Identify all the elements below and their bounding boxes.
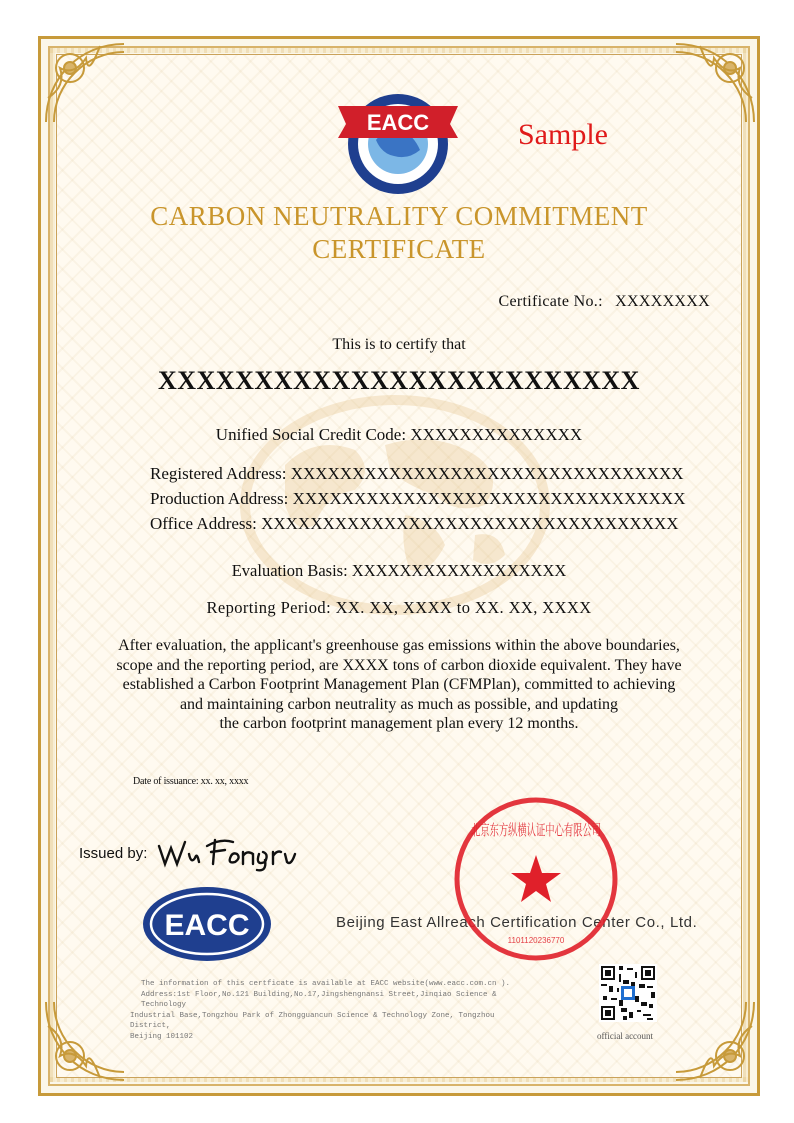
- issued-by-label: Issued by:: [79, 845, 148, 862]
- evaluation-basis: Evaluation Basis: XXXXXXXXXXXXXXXXXX: [231, 561, 567, 580]
- bottom-logo-text: EACC: [164, 909, 250, 942]
- registered-address: Registered Address: XXXXXXXXXXXXXXXXXXXXXXXXXXXXXXXX: [150, 464, 684, 483]
- footer-line-1: The information of this certficate is available at EACC website(www.eacc.com.cn ).: [141, 980, 511, 988]
- title-line-1: CARBON NEUTRALITY COMMITMENT: [150, 201, 648, 231]
- company-name: Beijing East Allreach Certification Center Co., Ltd.: [336, 914, 698, 931]
- corner-ornament-bottom-left: [40, 996, 130, 1086]
- title-line-2: CERTIFICATE: [312, 234, 486, 264]
- statement-paragraph: [56, 636, 742, 734]
- handwritten-signature: [155, 832, 300, 872]
- holder-name: XXXXXXXXXXXXXXXXXXXXXXXXX: [158, 366, 640, 395]
- seal-text: 北京东方纵横认证中心有限公司: [471, 821, 601, 839]
- top-logo-text: EACC: [366, 110, 430, 135]
- seal-number: 1101120236770: [507, 936, 565, 945]
- footer-line-3: Industrial Base,Tongzhou Park of Zhongguancun Science & Technology Zone, Tongzhou District,: [130, 1011, 495, 1030]
- frame-band-left: [50, 48, 55, 1082]
- certify-text: This is to certify that: [332, 336, 466, 353]
- frame-band-top: [50, 48, 748, 53]
- corner-ornament-top-left: [40, 38, 130, 128]
- production-address: Production Address: XXXXXXXXXXXXXXXXXXXXXXXXXXXXXXXX: [150, 489, 686, 508]
- uscc-line: Unified Social Credit Code: XXXXXXXXXXXXXX: [215, 425, 583, 444]
- footer-info: [130, 979, 530, 1042]
- footer-line-4: Beijing 101102: [130, 1032, 194, 1041]
- sample-mark: Sample: [518, 118, 608, 151]
- footer-line-2: Address:1st Floor,No.121 Building,No.17,Jingshengnansi Street,Jinqiao Science & Technology: [141, 990, 497, 1009]
- frame-band-right: [743, 48, 748, 1082]
- statement-line: and maintaining carbon neutrality as much as possible, and updating: [179, 695, 619, 713]
- cert-no-value: XXXXXXXX: [615, 293, 710, 310]
- cert-no-label: Certificate No.:: [498, 293, 603, 310]
- eacc-top-logo: [328, 80, 468, 198]
- statement-line: After evaluation, the applicant's greenhouse gas emissions within the above boundaries,: [118, 637, 680, 654]
- statement-line: scope and the reporting period, are XXXX tons of carbon dioxide equivalent. They have: [116, 656, 682, 674]
- qr-code[interactable]: [599, 964, 657, 1022]
- statement-line: the carbon footprint management plan every 12 months.: [219, 715, 579, 732]
- reporting-period: Reporting Period: XX. XX, XXXX to XX. XX, XXXX: [206, 598, 592, 617]
- certificate-number: [499, 293, 710, 311]
- qr-label: official account: [597, 1031, 654, 1041]
- office-address: Office Address: XXXXXXXXXXXXXXXXXXXXXXXXXXXXXXXXXX: [150, 514, 679, 533]
- corner-ornament-bottom-right: [670, 996, 760, 1086]
- corner-ornament-top-right: [670, 38, 760, 128]
- date-of-issuance: Date of issuance: xx. xx, xxxx: [133, 776, 249, 787]
- certificate-title: [56, 200, 742, 266]
- official-red-seal: [452, 795, 620, 963]
- statement-line: established a Carbon Footprint Management Plan (CFMPlan), committed to achieving: [122, 676, 676, 693]
- eacc-bottom-logo: [140, 884, 275, 964]
